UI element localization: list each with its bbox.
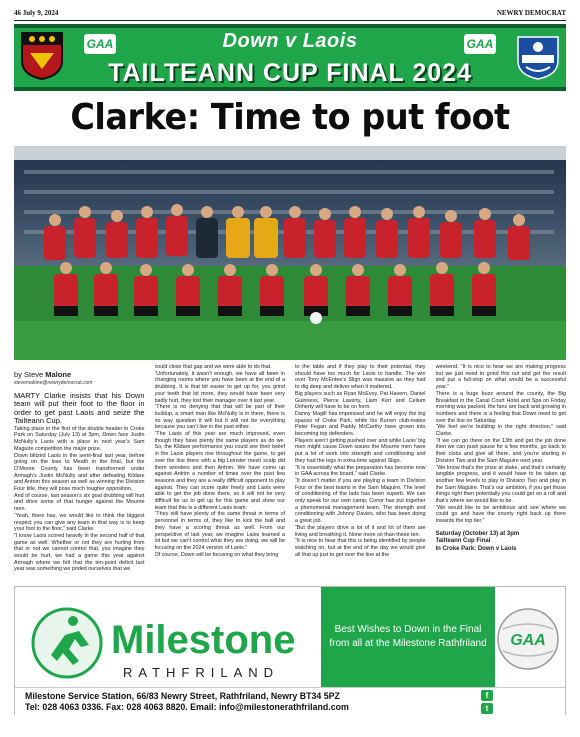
facebook-icon[interactable]: f xyxy=(481,690,493,701)
paragraph: “We know that’s the prize at stake, and that’s certainly tangible progress, and it would have to be taken up another few levels to play in Division Two and play in the Sam Maguire. That’s our ambition, if you get those things right then potentially you could get on a roll and that’s where we would like to be. xyxy=(435,464,566,505)
paragraph: “It doesn’t matter if you are playing a team in Division Four or the best teams in the Sam Maguire. The level of conditioning of the lads has been superb. We can only speak for our own camp; Conor has put together a phenomenal management team. The strength and conditioning with Johnny Davies, who has been doing a great job. xyxy=(295,477,426,525)
gaa-logo-right: GAA xyxy=(464,34,496,54)
paragraph: Taking place in the first of the double header in Croke Park on Saturday (July 13) at 3pm, Down face Justin McNulty’s Laois with a place in next year’s Sam Maguire competition the major prize. xyxy=(14,425,145,452)
runner-icon xyxy=(33,609,101,677)
ad-message-panel xyxy=(321,587,495,687)
gaa-ball-icon xyxy=(495,593,561,683)
paragraph: Players aren’t getting pushed over and while Laois’ big men might cause Down issues the Mourne men have put a lot of work into strength and conditioning and they had the legs in extra-time against Sligo. xyxy=(295,437,426,464)
byline: by Steve Malone xyxy=(14,370,72,379)
article-column-2 xyxy=(155,364,286,576)
article-lead: MARTY Clarke insists that his Down team will put their foot to the floor in order to get past Laois and seize the Tailteann Cup. xyxy=(14,390,145,426)
paragraph: “I know Laois scored heavily in the second half of that game as well. Whether or not they are hurting from that or not we cannot control that, you imagine they would be hurt, we had a game this year against Armagh where we felt that the ten-point deficit last year was something we prided ourselves that we xyxy=(14,532,145,573)
paragraph: “But the players drive a lot of it and lot of them are living and breathing it. None more so than these ten. xyxy=(295,524,426,538)
paragraph: And of course, last season’s six goal drubbing will hurt and drive some of that hunger against the Mourne men. xyxy=(14,492,145,513)
ad-brand: Milestone xyxy=(111,618,296,662)
fixture-venue: In Croke Park: Down v Laois xyxy=(435,545,517,552)
paragraph: There is a huge buzz around the county, the Big Breakfast in the Canal Court Hotel and Spa on Friday morning was packed, the fans are back and growing in numbers and there is a feeling that Down need to get over the line on Saturday. xyxy=(435,390,566,424)
ad-phone-email[interactable]: Tel: 028 4063 0336. Fax: 028 4063 8820. Email: info@milestonerathfriland.com xyxy=(25,702,349,712)
paragraph: “It is essentially what the preparation has become now in GAA across the board,” said Clarke. xyxy=(295,464,426,478)
paragraph: Big players such as Ryan McEvoy, Pat Havern, Daniel Guinness, Pierce Laverty, Liam Kerr and Ceilum Doherty will have to be on form. xyxy=(295,390,426,411)
paragraph: “If we can go there on the 13th and get the job done then we can push pause for a few months, go back to their clubs and give all there, and you’re starting in Division Two and the Sam Maguire next year. xyxy=(435,437,566,464)
banner-title: TAILTEANN CUP FINAL 2024 xyxy=(108,59,472,87)
ad-message: Best Wishes to Down in the Final from all at the Milestone Rathfriland xyxy=(329,624,487,649)
ad-location: RATHFRILAND xyxy=(123,665,280,680)
paragraph: “Unfortunately, it wasn’t enough, we have all been in changing rooms where you have been at the end of a drubbing. It is that bit easier to get up for, you grind your teeth that bit more, they would have been very badly hurt, they lost their manager over it last year. xyxy=(154,370,285,404)
paragraph: “The Laois of this year are much improved, even though they have plenty the same players as do we. So, the Kildare performance you could see their belief in the Laois players rise throughout the game, to get over the line there with a big Leinster mesh scalp did them wonders and then Antrim. We have come up against Antrim a number of times over the past few seasons and they are a really difficult opponent to play against. They can score quite freely and Laois were able to get the job done there, so it will not be very difficult for us to get up for this game and show our team that this is a different Laois team. xyxy=(154,431,285,511)
banner-subtitle: Down v Laois xyxy=(222,30,358,52)
article-column-1 xyxy=(14,364,145,576)
paragraph: could close that gap and we were able to do that. xyxy=(154,364,272,370)
article-headline: Clarke: Time to put foot xyxy=(70,97,510,138)
author-name: Malone xyxy=(45,370,72,379)
ad-contact-text xyxy=(25,691,349,713)
laois-crest-icon xyxy=(516,31,560,81)
ad-contact-bar xyxy=(15,687,565,716)
paragraph: to the table and if they play to their potential, they should have too much for Laois to handle. The win over Tony McEntee’s Sligo was massive as they had to dig deep and deliver when it mattered. xyxy=(295,364,426,391)
article-column-3 xyxy=(295,364,426,576)
paragraph: Danny Magill has impressed and he will enjoy the big spaces of Croke Park, while his Burren club-mates Peter Fegan and Paddy McCarthy have grown into becoming top defenders. xyxy=(295,410,426,438)
paragraph: “They still have plenty of the same threat in terms of personnel in terms of, they like to kick the ball and they have a scoring threat as well. From our perspective of last year, we imagine Laois learned a lot but we can’t control what they are doing, we will be focusing on the 2024 version of Laois.” xyxy=(154,511,285,551)
paragraph: “We would like to be ambitious and see where we could go and have the county right back up there towards the top tier.” xyxy=(435,504,566,525)
milestone-advert xyxy=(14,586,566,715)
paragraph: “We feel we’re building in the right direction,” said Clarke. xyxy=(435,424,566,438)
paragraph: “It is nice to hear that this is being identified by people watching on, but at the end of the day we would give all that up just to get over the line at the xyxy=(295,538,426,558)
paragraph: “Yeah, there has, we would like to think the biggest respect you can give any team in that way is to keep your foot to the floor,” said Clarke. xyxy=(14,512,145,533)
paragraph: weekend. “It is nice to hear we are making progress but we just need to grind this out and get the result and put a full-stop on what would be a successful year.” xyxy=(435,364,566,391)
fixture-box xyxy=(436,531,567,554)
paper-name: NEWRY DEMOCRAT xyxy=(496,9,566,17)
team-photo xyxy=(14,146,566,360)
article-body xyxy=(14,364,566,576)
ball-mark: GAA xyxy=(510,632,546,649)
author-email[interactable]: stevemalone@newrydemocrat.com xyxy=(14,380,93,386)
milestone-logo xyxy=(23,595,321,687)
fixture-event: Tailteann Cup Final xyxy=(435,538,491,545)
fixture-date: Saturday (October 13) at 3pm xyxy=(435,530,520,537)
banner-stripe-top xyxy=(14,24,566,28)
ad-address: Milestone Service Station, 66/83 Newry Street, Rathfriland, Newry BT34 5PZ xyxy=(25,691,340,701)
paragraph: Of course, Down will be focusing on what they bring xyxy=(154,551,279,558)
gaa-logo-left: GAA xyxy=(84,34,116,54)
paragraph: “There is no denying that that will be part of their buildup, a smart man like McNulty is in there, there is no way question it will but it will not be everything because you can’t live in the past either. xyxy=(154,404,285,431)
event-banner xyxy=(14,24,566,91)
twitter-icon[interactable]: t xyxy=(481,703,493,714)
page-date: 46 July 9, 2024 xyxy=(14,9,59,17)
page-header xyxy=(14,6,566,20)
article-column-4 xyxy=(436,364,567,576)
social-links xyxy=(481,690,495,714)
paragraph: Down blitzed Laois in the semi-final last year, before going on the lose to Meath in the final, but the O’Moore County has been transformed under Armagh’s Justin McNulty and after defeating Kildare and Antrim this season as well as winning the Division Four title, they will pose much tougher opposition. xyxy=(14,452,145,493)
header-rule xyxy=(14,20,566,21)
